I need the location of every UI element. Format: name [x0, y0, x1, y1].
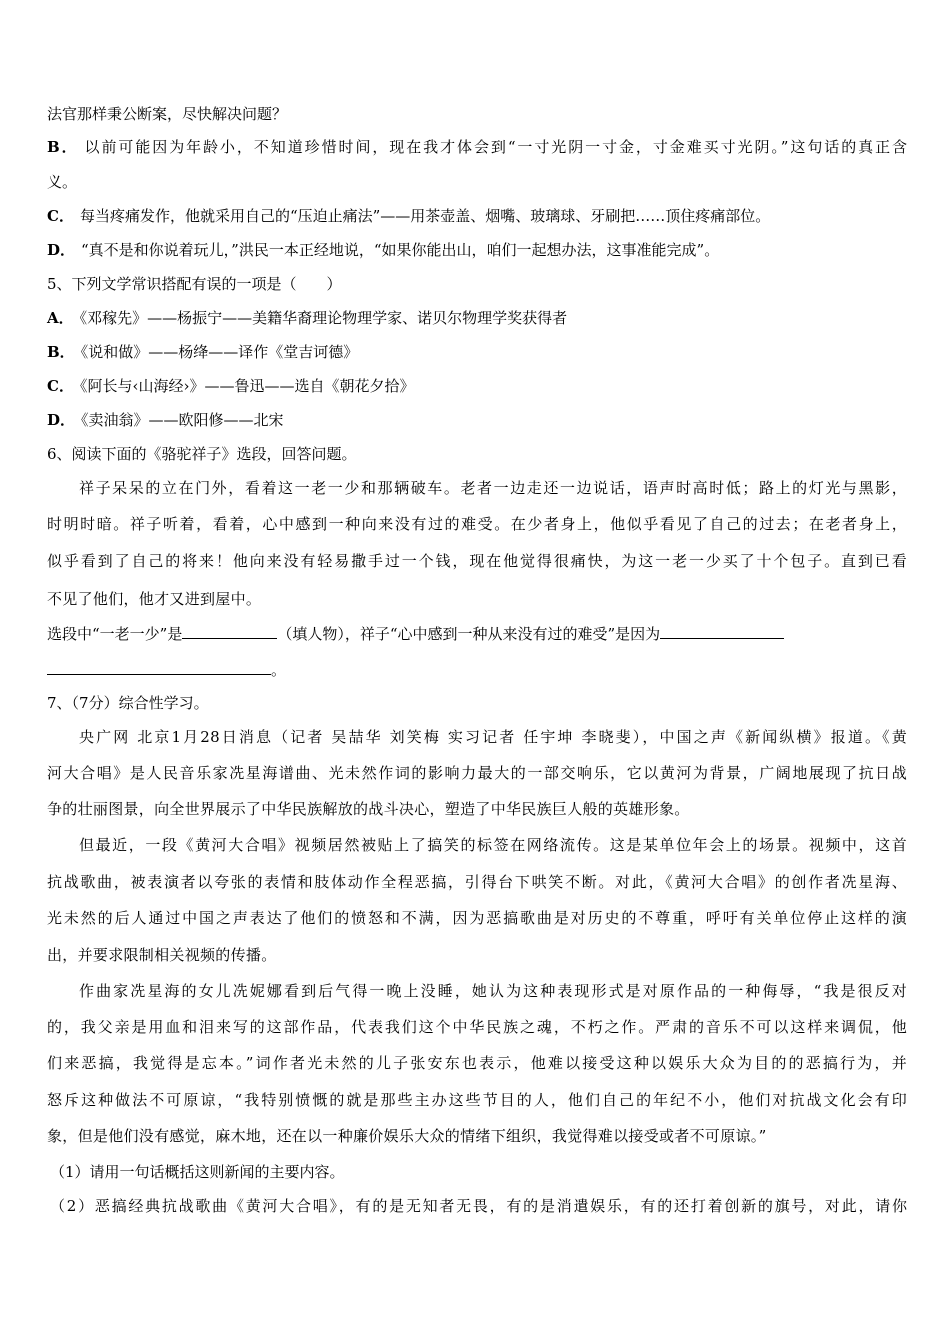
q7-sub-question-2: （2）恶搞经典抗战歌曲《黄河大合唱》，有的是无知者无畏，有的是消遣娱乐，有的还打着创新的旗号，对此，请你	[50, 1197, 907, 1215]
option-letter: C．	[47, 207, 74, 225]
q7-para-line: 光未然的后人通过中国之声表达了他们的愤怒和不满，因为恶搞歌曲是对历史的不尊重，呼吁有关单位停止这样的演	[47, 909, 907, 927]
option-letter: B．	[47, 138, 79, 156]
q5-option-a	[47, 308, 907, 328]
q7-sub-question-1: （1）请用一句话概括这则新闻的主要内容。	[50, 1163, 345, 1181]
answer-blank-1[interactable]	[182, 623, 277, 639]
q7-para-line: 抗战歌曲，被表演者以夸张的表情和肢体动作全程恶搞，引得台下哄笑不断。对此，《黄河大合唱》的创作者冼星海、	[47, 873, 907, 891]
q6-passage-line: 祥子呆呆的立在门外，看着这一老一少和那辆破车。老者一边走还一边说话，语声时高时低；路上的灯光与黑影，	[79, 479, 907, 497]
q4-option-c	[47, 206, 907, 226]
option-letter: D．	[47, 411, 76, 429]
q6-question-part-a: 选段中“一老一少”是	[47, 625, 183, 643]
q7-para-line: 出，并要求限制相关视频的传播。	[47, 946, 277, 964]
q4-option-b	[47, 137, 907, 157]
option-letter: C．	[47, 377, 74, 395]
continuation-text: 法官那样秉公断案，尽快解决问题？	[47, 105, 288, 123]
q6-passage-line: 似乎看到了自己的将来！他向来没有轻易撒手过一个钱，现在他觉得很痛快，为这一老一少买了十个包子。直到已看	[47, 552, 907, 570]
q5-option-d	[47, 410, 907, 430]
q6-question-part-b: （填人物），祥子“心中感到一种从来没有过的难受”是因为	[277, 625, 661, 643]
q7-para-line: 的，我父亲是用血和泪来写的这部作品，代表我们这个中华民族之魂，不朽之作。严肃的音乐不可以这样来调侃，他	[47, 1018, 907, 1036]
q7-stem: 7、（7分）综合性学习。	[47, 694, 209, 712]
q6-question-cont	[47, 659, 907, 680]
q6-passage-line: 不见了他们，他才又进到屋中。	[47, 590, 262, 608]
q6-passage-line: 时明时暗。祥子听着，看着，心中感到一种向来没有过的难受。在少者身上，他似乎看见了自己的过去；在老者身上，	[47, 515, 907, 533]
q6-stem: 6、阅读下面的《骆驼祥子》选段，回答问题。	[47, 445, 357, 463]
answer-blank-2-cont[interactable]	[47, 659, 271, 675]
answer-blank-2[interactable]	[660, 623, 784, 639]
option-text: 《卖油翁》——欧阳修——北宋	[81, 411, 284, 429]
q7-para-line: 央广网 北京1月28日消息（记者 吴喆华 刘笑梅 实习记者 任宇坤 李晓斐），中国之声《新闻纵横》报道。《黄	[79, 728, 907, 746]
q7-para-line: 们来恶搞，我觉得是忘本。”词作者光未然的儿子张安东也表示，他难以接受这种以娱乐大众为目的的恶搞行为，并	[47, 1054, 907, 1072]
q6-question	[47, 623, 907, 644]
q5-option-b	[47, 342, 907, 362]
q5-option-c	[47, 376, 907, 396]
q5-stem: 5、下列文学常识搭配有误的一项是（ ）	[47, 275, 342, 293]
q4-option-b-cont: 义。	[47, 173, 78, 191]
option-letter: D．	[47, 241, 76, 259]
q7-para-line: 作曲家冼星海的女儿冼妮娜看到后气得一晚上没睡，她认为这种表现形式是对原作品的一种侮辱，“我是很反对	[79, 982, 907, 1000]
option-letter: A．	[47, 309, 74, 327]
q7-para-line: 怒斥这种做法不可原谅，“我特别愤慨的就是那些主办这些节目的人，他们自己的年纪不小，他们对抗战文化会有印	[47, 1091, 907, 1109]
option-text: 《阿长与‹山海经›》——鲁迅——选自《朝花夕拾》	[79, 377, 415, 395]
option-text: 《说和做》——杨绛——译作《堂吉诃德》	[80, 343, 359, 361]
q7-para-line: 河大合唱》是人民音乐家冼星海谱曲、光未然作词的影响力最大的一部交响乐，它以黄河为背景，广阔地展现了抗日战	[47, 764, 907, 782]
option-text: “真不是和你说着玩儿，”洪民一本正经地说，“如果你能出山，咱们一起想办法，这事准能完成”。	[81, 241, 720, 259]
option-letter: B．	[47, 343, 75, 361]
option-text: 每当疼痛发作，他就采用自己的“压迫止痛法”——用茶壶盖、烟嘴、玻璃球、牙刷把……顶住疼痛部位。	[79, 207, 771, 225]
q7-para-line: 象，但是他们没有感觉，麻木地，还在以一种廉价娱乐大众的情绪下组织，我觉得难以接受或者不可原谅。”	[47, 1127, 767, 1145]
option-text: 《邓稼先》——杨振宁——美籍华裔理论物理学家、诺贝尔物理学奖获得者	[79, 309, 568, 327]
q4-option-d	[47, 240, 907, 260]
q6-question-end: 。	[271, 661, 287, 679]
q7-para-line: 但最近，一段《黄河大合唱》视频居然被贴上了搞笑的标签在网络流传。这是某单位年会上的场景。视频中，这首	[79, 836, 907, 854]
q7-para-line: 争的壮丽图景，向全世界展示了中华民族解放的战斗决心，塑造了中华民族巨人般的英雄形象。	[47, 800, 690, 818]
option-text: 以前可能因为年龄小，不知道珍惜时间，现在我才体会到“一寸光阴一寸金，寸金难买寸光阴。”这句话的真正含	[84, 138, 907, 156]
